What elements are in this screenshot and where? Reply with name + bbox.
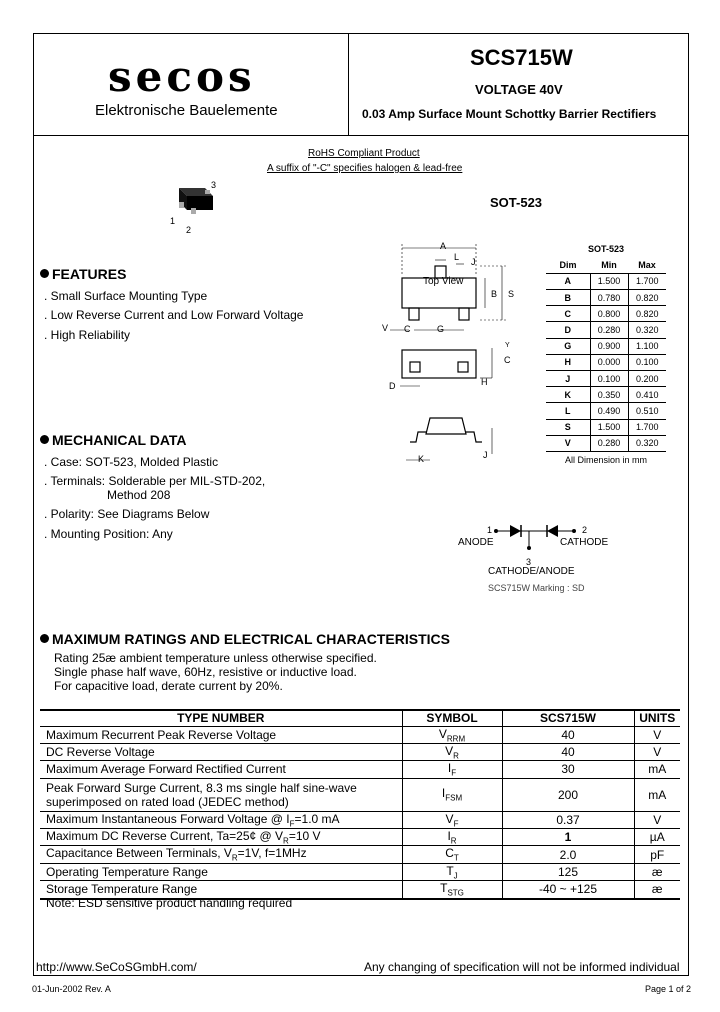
rating-note: Rating 25æ ambient temperature unless otherwise specified. xyxy=(54,651,377,665)
schematic-pin-3: 3 xyxy=(526,557,532,567)
ratings-heading xyxy=(40,631,450,647)
unit-cell: æ xyxy=(634,863,680,880)
suffix-note: A suffix of "-C" specifies halogen & lead-free xyxy=(267,163,463,174)
table-row xyxy=(40,829,680,846)
company-logo: secos xyxy=(108,52,256,101)
symbol-cell: $V_{RRM}$ xyxy=(402,726,502,743)
dim-cell: H xyxy=(546,354,590,370)
company-subtitle: Elektronische Bauelemente xyxy=(95,102,278,119)
dim-table-title: SOT-523 xyxy=(587,244,625,255)
unit-cell: V xyxy=(634,811,680,828)
schematic-pin-2: 2 xyxy=(582,525,588,535)
max-cell: 1.700 xyxy=(628,419,666,435)
max-cell: 0.200 xyxy=(628,371,666,387)
unit-cell: mA xyxy=(634,761,680,778)
unit-cell: V xyxy=(634,726,680,743)
max-cell: 0.510 xyxy=(628,403,666,419)
param-cell: Maximum Instantaneous Forward Voltage @ $I_F=1.0$ mA xyxy=(40,811,402,828)
param-cell: Operating Temperature Range xyxy=(40,863,402,880)
bullet-icon xyxy=(40,269,49,278)
min-cell: 0.280 xyxy=(590,435,628,451)
dim-cell: V xyxy=(546,435,590,451)
common-label: CATHODE/ANODE xyxy=(488,566,575,577)
max-col-header: Max xyxy=(638,260,656,271)
dim-d-label: D xyxy=(389,381,396,391)
features-title: FEATURES xyxy=(52,266,127,282)
min-cell: 0.350 xyxy=(590,387,628,403)
feature-item: . Low Reverse Current and Low Forward Voltage xyxy=(44,308,304,322)
cathode-label: CATHODE xyxy=(560,537,609,548)
package-outline-drawing xyxy=(380,238,520,478)
rohs-note: RoHS Compliant Product xyxy=(308,148,420,159)
rating-note: Single phase half wave, 60Hz, resistive or inductive load. xyxy=(54,665,357,679)
param-cell: Capacitance Between Terminals, $V_R=1V$, f=1MHz xyxy=(40,846,402,863)
max-cell: 0.410 xyxy=(628,387,666,403)
unit-cell: V xyxy=(634,743,680,760)
symbol-cell: $V_F$ xyxy=(402,811,502,828)
min-cell: 0.490 xyxy=(590,403,628,419)
part-number: SCS715W xyxy=(470,45,573,70)
mech-mounting: . Mounting Position: Any xyxy=(44,527,173,541)
bullet-icon xyxy=(40,634,49,643)
part-header: SCS715W xyxy=(502,710,634,726)
dim-s-label: S xyxy=(508,289,515,299)
mech-terminals: . Terminals: Solderable per MIL-STD-202, xyxy=(44,474,266,488)
symbol-header: SYMBOL xyxy=(402,710,502,726)
rating-note: For capacitive load, derate current by 20%. xyxy=(54,679,283,693)
dim-y-label: Y xyxy=(505,342,510,349)
dim-cell: S xyxy=(546,419,590,435)
dim-g-label: G xyxy=(437,324,445,334)
max-cell: 1.100 xyxy=(628,338,666,354)
header-rule xyxy=(33,135,689,136)
mechanical-heading xyxy=(40,432,187,448)
min-col-header: Min xyxy=(601,260,617,271)
max-cell: 0.820 xyxy=(628,290,666,306)
min-cell: 0.800 xyxy=(590,306,628,322)
symbol-cell: $T_J$ xyxy=(402,863,502,880)
package-name: SOT-523 xyxy=(490,195,543,210)
dim-b-label: B xyxy=(491,289,498,299)
ratings-title: MAXIMUM RATINGS AND ELECTRICAL CHARACTERISTICS xyxy=(52,631,450,647)
dim-table-footer: All Dimension in mm xyxy=(546,451,666,467)
max-cell: 1.700 xyxy=(628,273,666,289)
type-number-header: TYPE NUMBER xyxy=(40,710,402,726)
param-cell: Maximum Recurrent Peak Reverse Voltage xyxy=(40,726,402,743)
anode-label: ANODE xyxy=(458,537,494,548)
table-row xyxy=(40,743,680,760)
dim-cell: K xyxy=(546,387,590,403)
min-cell: 1.500 xyxy=(590,419,628,435)
dim-a-label: A xyxy=(440,241,447,251)
unit-cell: pF xyxy=(634,846,680,863)
ratings-table xyxy=(40,709,680,900)
unit-cell: æ xyxy=(634,881,680,899)
pin-2-label: 2 xyxy=(186,225,192,235)
symbol-cell: $V_R$ xyxy=(402,743,502,760)
max-cell: 0.100 xyxy=(628,354,666,370)
dim-k-label: K xyxy=(418,454,425,464)
max-cell: 0.320 xyxy=(628,435,666,451)
table-row xyxy=(40,863,680,880)
table-row xyxy=(40,761,680,778)
dim-cell: A xyxy=(546,273,590,289)
voltage-rating: VOLTAGE 40V xyxy=(475,82,563,97)
dim-col-header: Dim xyxy=(559,260,577,271)
table-row xyxy=(40,811,680,828)
feature-item: . Small Surface Mounting Type xyxy=(44,289,208,303)
dim-l-label: L xyxy=(454,252,460,262)
min-cell: 0.100 xyxy=(590,371,628,387)
dim-cell: D xyxy=(546,322,590,338)
param-cell: Storage Temperature Range xyxy=(40,881,402,899)
feature-item: . High Reliability xyxy=(44,328,131,342)
header-divider xyxy=(348,33,349,136)
dim-c-label-top: C xyxy=(404,324,411,334)
page-number: Page 1 of 2 xyxy=(645,984,692,994)
dim-cell: G xyxy=(546,338,590,354)
value-cell: 2.0 xyxy=(502,846,634,863)
value-cell: 30 xyxy=(502,761,634,778)
product-description: 0.03 Amp Surface Mount Schottky Barrier Rectifiers xyxy=(362,107,657,121)
table-row xyxy=(40,846,680,863)
dim-v-label: V xyxy=(382,323,389,333)
esd-note: Note: ESD sensitive product handling required xyxy=(46,896,293,910)
symbol-cell: $C_T$ xyxy=(402,846,502,863)
dim-h-label: H xyxy=(481,377,488,387)
schematic-pin-1: 1 xyxy=(487,525,493,535)
disclaimer-text: Any changing of specification will not be informed individual xyxy=(364,960,680,974)
symbol-cell: $T_{STG}$ xyxy=(402,881,502,899)
bullet-icon xyxy=(40,435,49,444)
param-cell: Maximum DC Reverse Current, Ta=25¢ @ $V_R=10$ V xyxy=(40,829,402,846)
revision-date: 01-Jun-2002 Rev. A xyxy=(32,984,111,994)
units-header: UNITS xyxy=(634,710,680,726)
mech-case: . Case: SOT-523, Molded Plastic xyxy=(44,455,219,469)
value-cell: 0.37 xyxy=(502,811,634,828)
param-cell: DC Reverse Voltage xyxy=(40,743,402,760)
param-cell: Maximum Average Forward Rectified Current xyxy=(40,761,402,778)
pin-1-label: 1 xyxy=(170,216,176,226)
max-cell: 0.320 xyxy=(628,322,666,338)
value-cell: 200 xyxy=(502,778,634,811)
value-cell: 1 xyxy=(502,829,634,846)
unit-cell: mA xyxy=(634,778,680,811)
symbol-cell: $I_R$ xyxy=(402,829,502,846)
min-cell: 1.500 xyxy=(590,273,628,289)
min-cell: 0.900 xyxy=(590,338,628,354)
dim-c-label-side: C xyxy=(504,355,511,365)
website-link[interactable]: http://www.SeCoSGmbH.com/ xyxy=(36,960,197,974)
dim-cell: B xyxy=(546,290,590,306)
mech-polarity: . Polarity: See Diagrams Below xyxy=(44,507,210,521)
value-cell: 125 xyxy=(502,863,634,880)
table-row xyxy=(40,778,680,811)
param-cell: Peak Forward Surge Current, 8.3 ms single half sine-wave superimposed on rated load (JEDEC method) xyxy=(40,778,402,811)
min-cell: 0.780 xyxy=(590,290,628,306)
symbol-cell: $I_F$ xyxy=(402,761,502,778)
value-cell: 40 xyxy=(502,743,634,760)
dim-cell: J xyxy=(546,371,590,387)
mech-terminals-method: Method 208 xyxy=(107,488,171,502)
dim-j-label-end: J xyxy=(483,450,488,460)
symbol-cell: $I_{FSM}$ xyxy=(402,778,502,811)
mechanical-title: MECHANICAL DATA xyxy=(52,432,187,448)
marking-label: SCS715W Marking : SD xyxy=(488,583,585,593)
dimension-table xyxy=(546,241,666,468)
max-cell: 0.820 xyxy=(628,306,666,322)
features-heading xyxy=(40,266,126,282)
dim-j-label: J xyxy=(471,257,476,267)
unit-cell: µA xyxy=(634,829,680,846)
value-cell: 40 xyxy=(502,726,634,743)
dim-cell: L xyxy=(546,403,590,419)
min-cell: 0.000 xyxy=(590,354,628,370)
table-row xyxy=(40,726,680,743)
pin-3-label: 3 xyxy=(211,180,217,190)
footer-rule xyxy=(33,975,689,976)
top-view-label: Top View xyxy=(423,276,464,287)
dim-cell: C xyxy=(546,306,590,322)
value-cell: -40 ~ +125 xyxy=(502,881,634,899)
min-cell: 0.280 xyxy=(590,322,628,338)
